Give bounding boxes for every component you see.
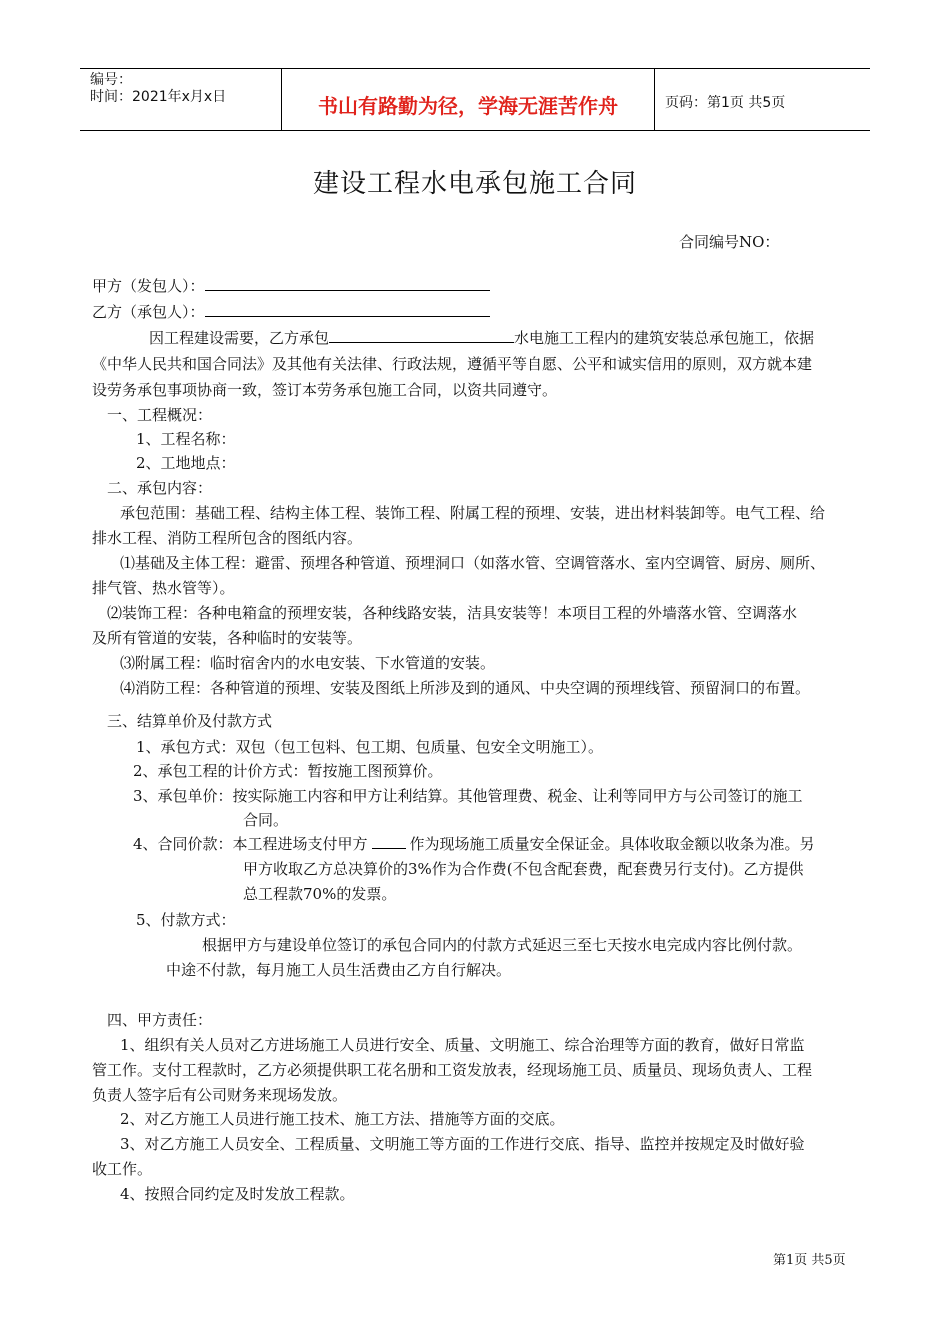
time-label: 时间：2021年x月x日 — [90, 89, 227, 105]
header-motto-cell — [282, 69, 655, 130]
payment-line: 合同。 — [243, 811, 289, 829]
project-name-item: 1、工程名称： — [136, 430, 236, 448]
scope-line: ⑴基础及主体工程：避雷、预埋各种管道、预埋洞口（如落水管、空调管落水、室内空调管、厨房、厕所、 — [120, 554, 826, 572]
party-b-line — [92, 302, 490, 322]
party-a-label: 甲方（发包人）： — [92, 277, 205, 295]
duty-line: 1、组织有关人员对乙方进场施工人员进行安全、质量、文明施工、综合治理等方面的教育，做好日常监 — [120, 1036, 805, 1054]
party-b-blank — [205, 302, 490, 317]
intro-text: 水电施工工程内的建筑安装总承包施工，依据 — [514, 329, 815, 347]
intro-line-1 — [149, 328, 814, 348]
duty-line: 4、按照合同约定及时发放工程款。 — [120, 1185, 355, 1203]
project-site-item: 2、工地地点： — [136, 454, 236, 472]
contract-price-line — [133, 834, 815, 854]
duty-line: 2、对乙方施工人员进行施工技术、施工方法、措施等方面的交底。 — [120, 1110, 565, 1128]
header-meta-cell — [80, 69, 282, 130]
payment-line: 根据甲方与建设单位签订的承包合同内的付款方式延迟三至七天按水电完成内容比例付款。 — [202, 936, 803, 954]
party-a-blank — [205, 276, 490, 291]
deposit-blank — [372, 834, 406, 849]
section-3-heading: 三、结算单价及付款方式 — [107, 712, 273, 730]
page-label: 页码：第1页 共5页 — [665, 95, 786, 111]
intro-line-3: 设劳务承包事项协商一致，签订本劳务承包施工合同，以资共同遵守。 — [92, 381, 558, 399]
intro-line-2: 《中华人民共和国合同法》及其他有关法律、行政法规，遵循平等自愿、公平和诚实信用的原则，双方就本建 — [92, 355, 813, 373]
scope-line: 排气管、热水管等）。 — [92, 579, 235, 597]
contract-number: 合同编号NO： — [679, 233, 780, 251]
payment-line: 1、承包方式：双包（包工包料、包工期、包质量、包安全文明施工）。 — [136, 738, 604, 756]
scope-line: ⑶附属工程：临时宿舍内的水电安装、下水管道的安装。 — [120, 654, 496, 672]
document-title: 建设工程水电承包施工合同 — [312, 169, 637, 199]
payment-line: 甲方收取乙方总决算价的3%作为合作费(不包含配套费，配套费另行支付)。乙方提供 — [243, 860, 804, 878]
section-2-heading: 二、承包内容： — [107, 479, 213, 497]
project-blank — [329, 328, 514, 343]
page-footer: 第1页 共5页 — [773, 1253, 846, 1268]
party-b-label: 乙方（承包人）： — [92, 303, 205, 321]
code-label: 编号： — [90, 72, 132, 88]
scope-line: 排水工程、消防工程所包含的图纸内容。 — [92, 529, 363, 547]
duty-line: 收工作。 — [92, 1160, 153, 1178]
intro-text: 因工程建设需要，乙方承包 — [149, 329, 330, 347]
duty-line: 负责人签字后有公司财务来现场发放。 — [92, 1086, 348, 1104]
section-1-heading: 一、工程概况： — [107, 406, 213, 424]
payment-line: 总工程款70%的发票。 — [243, 885, 397, 903]
duty-line: 管工作。支付工程款时，乙方必须提供职工花名册和工资发放表，经现场施工员、质量员、现场负责人、工程 — [92, 1061, 813, 1079]
scope-line: 承包范围：基础工程、结构主体工程、装饰工程、附属工程的预埋、安装，进出材料装卸等。电气工程、给 — [120, 504, 826, 522]
page-header — [80, 68, 870, 131]
payment-text: 作为现场施工质量安全保证金。具体收取金额以收条为准。另 — [409, 835, 815, 853]
scope-line: ⑵装饰工程：各种电箱盒的预埋安装，各种线路安装，洁具安装等！本项目工程的外墙落水管、空调落水 — [107, 604, 798, 622]
duty-line: 3、对乙方施工人员安全、工程质量、文明施工等方面的工作进行交底、指导、监控并按规定及时做好验 — [120, 1135, 805, 1153]
scope-line: ⑷消防工程：各种管道的预埋、安装及图纸上所涉及到的通风、中央空调的预埋线管、预留洞口的布置。 — [120, 679, 811, 697]
scope-line: 及所有管道的安装，各种临时的安装等。 — [92, 629, 363, 647]
payment-line: 3、承包单价：按实际施工内容和甲方让利结算。其他管理费、税金、让利等同甲方与公司签订的施工 — [133, 787, 803, 805]
payment-text: 4、合同价款：本工程进场支付甲方 — [133, 835, 368, 853]
header-page-cell — [655, 69, 869, 130]
motto: 书山有路勤为径，学海无涯苦作舟 — [318, 94, 618, 118]
payment-line: 中途不付款，每月施工人员生活费由乙方自行解决。 — [166, 961, 512, 979]
payment-line: 5、付款方式： — [136, 911, 236, 929]
payment-line: 2、承包工程的计价方式：暂按施工图预算价。 — [133, 762, 443, 780]
party-a-line — [92, 276, 490, 296]
section-4-heading: 四、甲方责任： — [107, 1011, 213, 1029]
